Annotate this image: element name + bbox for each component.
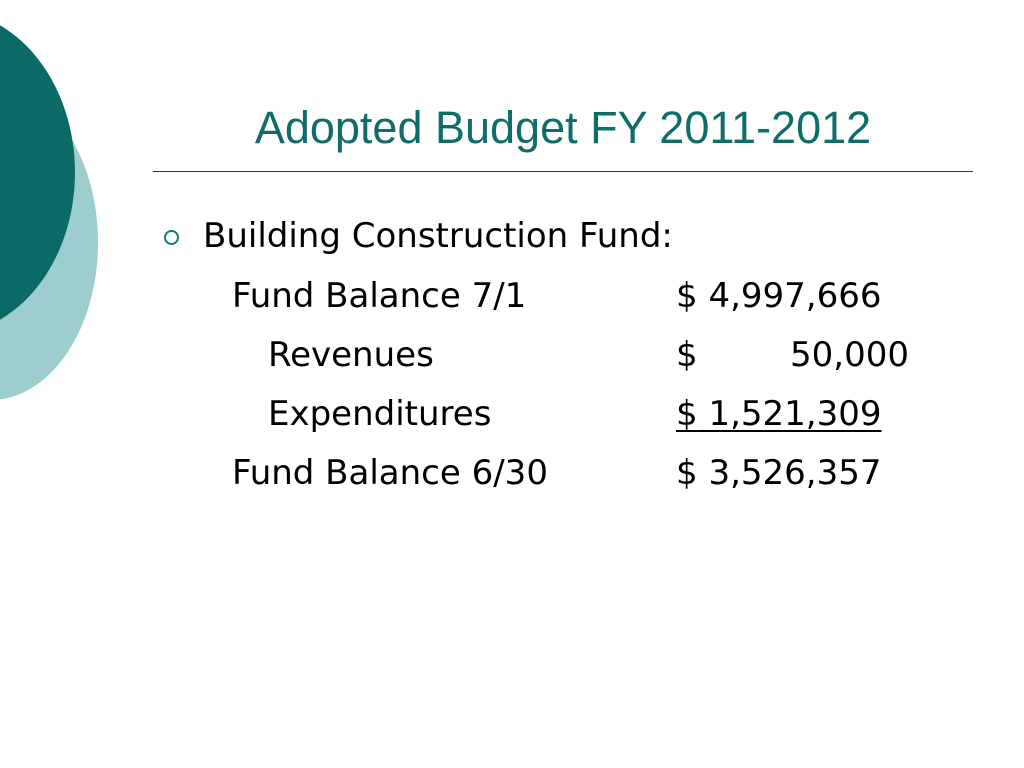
row-currency-revenues: $ [676,335,698,375]
row-label-fund-balance-end: Fund Balance 6/30 [232,453,548,493]
currency-symbol: $ [676,453,698,493]
row-label-fund-balance-start: Fund Balance 7/1 [232,276,527,316]
amount-value: 1,521,309 [708,394,882,434]
row-label-revenues: Revenues [268,335,434,375]
row-amount-expenditures [676,392,882,436]
title-divider [153,171,973,172]
currency-symbol: $ [676,394,698,434]
slide-title: Adopted Budget FY 2011-2012 [254,102,872,153]
fund-heading: Building Construction Fund: [203,216,673,256]
currency-symbol: $ [676,276,698,316]
row-label-expenditures: Expenditures [268,394,492,434]
amount-value: 4,997,666 [708,276,882,316]
row-amount-fund-balance-end [676,451,882,495]
hollow-circle-bullet-icon [164,230,179,245]
row-amount-fund-balance-start [676,274,882,318]
amount-value: 3,526,357 [708,453,882,493]
row-amount-revenues: 50,000 [790,335,909,375]
